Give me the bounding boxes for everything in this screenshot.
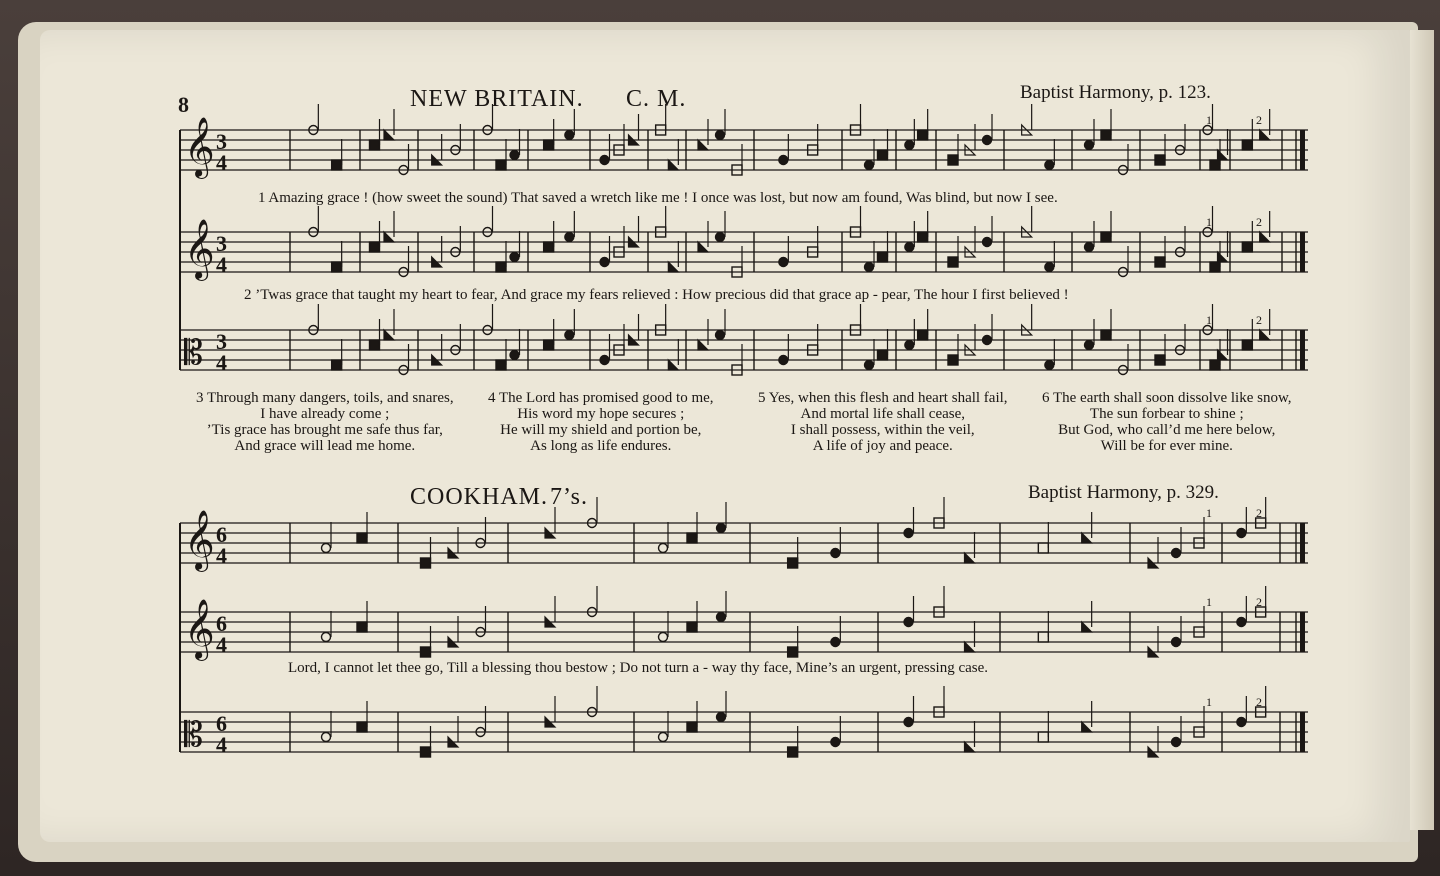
time-signature-top: 3 xyxy=(216,129,227,154)
note-head xyxy=(496,262,506,272)
note-head xyxy=(779,356,788,365)
final-barline-thick xyxy=(1300,330,1305,370)
note-head xyxy=(600,156,609,165)
note-head xyxy=(1085,341,1094,350)
note-head xyxy=(1085,243,1094,252)
ending-mark-2: 2 xyxy=(1256,215,1262,229)
time-signature-bottom: 4 xyxy=(216,150,227,175)
note-head xyxy=(983,136,992,145)
note-head xyxy=(510,151,519,160)
note-head xyxy=(698,340,708,350)
note-head xyxy=(788,747,798,757)
note-head xyxy=(948,355,958,365)
note-head xyxy=(496,160,506,170)
time-signature-top: 3 xyxy=(216,231,227,256)
note-head xyxy=(322,633,331,642)
note-head xyxy=(1260,232,1270,242)
verse-3: 3 Through many dangers, toils, and snares, I have already come ; ’Tis grace has brought me safe thus far, And grace will lead me home. xyxy=(196,390,454,454)
note-head xyxy=(384,232,394,242)
note-head xyxy=(918,232,928,242)
final-barline-thick xyxy=(1300,612,1305,652)
c-clef-icon: 𝄡 xyxy=(184,333,203,373)
note-head xyxy=(1101,330,1111,340)
tune-meter-cookham: 7’s. xyxy=(550,484,589,510)
page-number: 8 xyxy=(178,92,189,117)
note-head xyxy=(965,742,975,752)
final-barline-thick xyxy=(1300,712,1305,752)
time-signature-top: 6 xyxy=(216,522,227,547)
note-head xyxy=(779,258,788,267)
note-head xyxy=(1242,242,1252,252)
note-head xyxy=(865,263,874,272)
note-head xyxy=(698,242,708,252)
note-head xyxy=(831,738,840,747)
note-head xyxy=(421,558,431,568)
note-head xyxy=(1242,140,1252,150)
note-head xyxy=(918,130,928,140)
time-signature-bottom: 4 xyxy=(216,632,227,657)
note-head xyxy=(717,613,726,622)
final-barline-thick xyxy=(1300,130,1305,170)
note-head xyxy=(659,633,668,642)
treble-clef-icon: 𝄞 xyxy=(184,117,215,177)
note-head xyxy=(1218,252,1228,262)
note-head xyxy=(544,242,554,252)
note-head xyxy=(370,340,380,350)
note-head xyxy=(965,553,975,563)
note-head xyxy=(1038,632,1048,642)
note-head xyxy=(1082,533,1092,543)
ending-mark-1: 1 xyxy=(1206,695,1212,709)
note-head xyxy=(357,622,367,632)
note-head xyxy=(544,340,554,350)
note-head xyxy=(1101,232,1111,242)
time-signature-top: 3 xyxy=(216,329,227,354)
note-head xyxy=(878,350,888,360)
note-head xyxy=(905,341,914,350)
note-head xyxy=(716,131,725,140)
note-head xyxy=(1038,732,1048,742)
tune-reference-cookham: Baptist Harmony, p. 329. xyxy=(1028,482,1219,503)
note-head xyxy=(948,155,958,165)
note-head xyxy=(865,161,874,170)
note-head xyxy=(1082,722,1092,732)
ending-mark-2: 2 xyxy=(1256,313,1262,327)
note-head xyxy=(510,253,519,262)
note-head xyxy=(421,647,431,657)
ending-mark-2: 2 xyxy=(1256,506,1262,520)
time-signature-top: 6 xyxy=(216,711,227,736)
note-head xyxy=(370,242,380,252)
note-head xyxy=(905,243,914,252)
note-head xyxy=(904,529,913,538)
note-head xyxy=(865,361,874,370)
ending-mark-1: 1 xyxy=(1206,113,1212,127)
note-head xyxy=(717,524,726,533)
note-head xyxy=(668,262,678,272)
time-signature-bottom: 4 xyxy=(216,732,227,757)
note-head xyxy=(1155,257,1165,267)
note-head xyxy=(918,330,928,340)
ending-mark-2: 2 xyxy=(1256,113,1262,127)
note-head xyxy=(600,356,609,365)
ending-mark-1: 1 xyxy=(1206,595,1212,609)
note-head xyxy=(565,131,574,140)
note-head xyxy=(687,722,697,732)
note-head xyxy=(904,718,913,727)
note-head xyxy=(1045,361,1054,370)
note-head xyxy=(370,140,380,150)
note-head xyxy=(1210,262,1220,272)
verse-5: 5 Yes, when this flesh and heart shall fail, And mortal life shall cease, I shall possess, within the veil, A life of joy and peace. xyxy=(758,390,1008,454)
note-head xyxy=(948,257,958,267)
note-head xyxy=(788,558,798,568)
ending-mark-1: 1 xyxy=(1206,506,1212,520)
time-signature-bottom: 4 xyxy=(216,350,227,375)
note-head xyxy=(1218,350,1228,360)
note-head xyxy=(384,330,394,340)
c-clef-icon: 𝄡 xyxy=(184,715,203,755)
note-head xyxy=(1260,330,1270,340)
note-head xyxy=(717,713,726,722)
note-head xyxy=(698,140,708,150)
note-head xyxy=(1172,549,1181,558)
note-head xyxy=(878,150,888,160)
note-head xyxy=(659,544,668,553)
note-head xyxy=(878,252,888,262)
tune-reference-new-britain: Baptist Harmony, p. 123. xyxy=(1020,82,1211,103)
note-head xyxy=(1260,130,1270,140)
note-head xyxy=(716,233,725,242)
time-signature-top: 6 xyxy=(216,611,227,636)
note-head xyxy=(687,622,697,632)
note-head xyxy=(1101,130,1111,140)
note-head xyxy=(905,141,914,150)
ending-mark-2: 2 xyxy=(1256,695,1262,709)
note-head xyxy=(788,647,798,657)
note-head xyxy=(904,618,913,627)
note-head xyxy=(983,336,992,345)
lyric-line-1: 1 Amazing grace ! (how sweet the sound) That saved a wretch like me ! I once was lost, but now am found, Was blind, but now I see. xyxy=(258,190,1058,206)
note-head xyxy=(544,140,554,150)
note-head xyxy=(1085,141,1094,150)
treble-clef-icon: 𝄞 xyxy=(184,219,215,279)
lyric-line-cookham: Lord, I cannot let thee go, Till a blessing thou bestow ; Do not turn a - way thy face, Mine’s an urgent, pressing case. xyxy=(288,660,989,676)
note-head xyxy=(1045,161,1054,170)
note-head xyxy=(565,233,574,242)
note-head xyxy=(357,722,367,732)
note-head xyxy=(983,238,992,247)
note-head xyxy=(332,160,342,170)
tune-title-new-britain: NEW BRITAIN. xyxy=(410,86,584,112)
note-head xyxy=(565,331,574,340)
note-head xyxy=(1155,155,1165,165)
note-head xyxy=(1038,543,1048,553)
note-head xyxy=(496,360,506,370)
note-head xyxy=(600,258,609,267)
note-head xyxy=(332,360,342,370)
note-head xyxy=(1210,360,1220,370)
note-head xyxy=(668,360,678,370)
note-head xyxy=(965,642,975,652)
note-head xyxy=(659,733,668,742)
treble-clef-icon: 𝄞 xyxy=(184,599,215,659)
ending-mark-1: 1 xyxy=(1206,215,1212,229)
note-head xyxy=(687,533,697,543)
treble-clef-icon: 𝄞 xyxy=(184,510,215,570)
ending-mark-1: 1 xyxy=(1206,313,1212,327)
final-barline-thick xyxy=(1300,523,1305,563)
note-head xyxy=(831,638,840,647)
ending-mark-2: 2 xyxy=(1256,595,1262,609)
tune-title-cookham: COOKHAM. xyxy=(410,484,549,510)
note-head xyxy=(421,747,431,757)
time-signature-bottom: 4 xyxy=(216,543,227,568)
note-head xyxy=(1237,618,1246,627)
note-head xyxy=(1237,718,1246,727)
note-head xyxy=(1172,738,1181,747)
lyric-line-2: 2 ’Twas grace that taught my heart to fear, And grace my fears relieved : How precious did that grace ap - pear, The hour I first believed ! xyxy=(244,287,1069,303)
note-head xyxy=(668,160,678,170)
note-head xyxy=(1237,529,1246,538)
note-head xyxy=(322,544,331,553)
note-head xyxy=(1242,340,1252,350)
note-head xyxy=(1155,355,1165,365)
note-head xyxy=(1218,150,1228,160)
note-head xyxy=(1210,160,1220,170)
time-signature-bottom: 4 xyxy=(216,252,227,277)
note-head xyxy=(322,733,331,742)
note-head xyxy=(716,331,725,340)
final-barline-thick xyxy=(1300,232,1305,272)
note-head xyxy=(357,533,367,543)
note-head xyxy=(779,156,788,165)
note-head xyxy=(1172,638,1181,647)
note-head xyxy=(1082,622,1092,632)
verse-4: 4 The Lord has promised good to me, His word my hope secures ; He will my shield and portion be, As long as life endures. xyxy=(488,390,714,454)
note-head xyxy=(510,351,519,360)
verse-6: 6 The earth shall soon dissolve like snow, The sun forbear to shine ; But God, who call’d me here below, Will be for ever mine. xyxy=(1042,390,1292,454)
tune-meter-new-britain: C. M. xyxy=(626,86,687,112)
note-head xyxy=(831,549,840,558)
note-head xyxy=(1045,263,1054,272)
note-head xyxy=(332,262,342,272)
note-head xyxy=(384,130,394,140)
